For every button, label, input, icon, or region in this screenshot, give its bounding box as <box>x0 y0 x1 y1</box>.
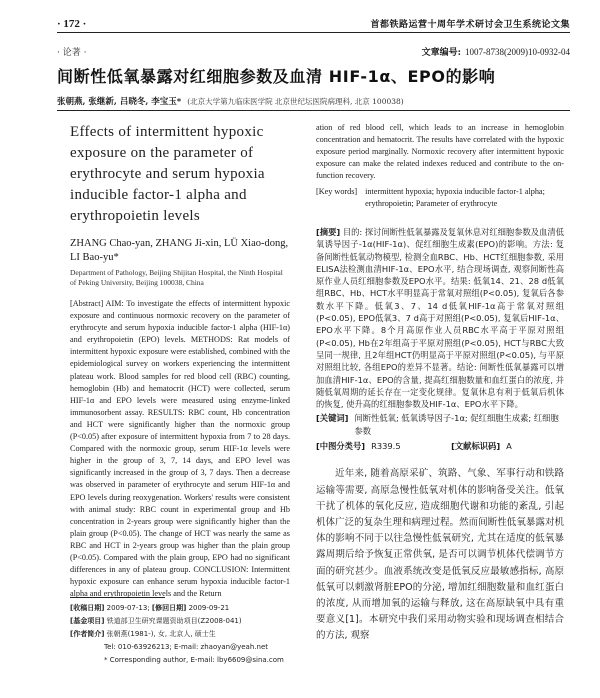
abstract-chinese <box>316 226 564 410</box>
revised-date: 2009-09-21 <box>188 604 230 612</box>
author-bio-value: 张朝燕(1981-), 女, 北京人, 硕士生 <box>106 630 216 638</box>
footnote-rule <box>70 597 165 598</box>
abstract-english <box>70 298 290 600</box>
keywords-english <box>316 186 564 210</box>
revised-label: [修回日期] <box>151 604 187 612</box>
fund-value: 铁道部卫生研究课题资助项目(Z2008-041) <box>106 617 242 625</box>
page-header <box>57 12 570 30</box>
classification-row <box>316 440 564 452</box>
keywords-english-value: intermittent hypoxia; hypoxia inducible factor-1 alpha; erythropoietin; Parameter of erythrocyte <box>365 187 545 208</box>
affiliation-english: Department of Pathology, Beijing Shijitan Hospital, the Ninth Hospital of Peking University, Beijing 100038, China <box>70 268 283 287</box>
author-bio-label: [作者简介] <box>70 630 105 638</box>
keywords-chinese-value: 间断性低氧; 低氧诱导因子-1α; 促红细胞生成素; 红细胞参数 <box>354 413 559 436</box>
header-rule <box>57 32 570 33</box>
abstract-chinese-text: 目的: 探讨间断性低氧暴露及复氧休息对红细胞参数及血清低氧诱导因子-1α(HIF-1α)、促红细胞生成素(EPO)的影响。方法: 复备间断性低氧动物模型, 检测全血RBC、Hb、HCT红细胞参数, 采用ELISA法检测血清HIF-1α、EPO水平, 结合现场调查, 观察间断性高原作业人员红细胞参数及EPO水平。结果: 低氧14、21、28 d低氧组RBC、Hb、HCT水平明显高于常氧对照组(P<0.05), 复氧后各参数水平下降。低氧3、7、14 d低氧HIF-1α高于常氧对照组(P<0.05), EPO低氧3、7 d高于对照组(P<0.05), 复氧后HIF-1α、EPO水平下降。8个月高原作业人员RBC水平高于平原对照组(P<0.05), Hb在2年组高于平原对照组(P<0.05), HCT与RBC大致呈同一规律, 且2年组HCT仍明显高于平原对照组(P<0.05), 与平原对照组比较, 各组EPO的差异不显著。结论: 间断性低氧暴露可以增加血清HIF-1α、EPO的含量, 提高红细胞数量和血红蛋白的浓度, 并随低氧周期的延长存在一定变化规律。复氧休息有利于低氧后机体的恢复, 使升高的红细胞参数及HIF-1α、EPO水平下降。 <box>316 227 564 410</box>
footnote-fund <box>70 615 300 628</box>
affiliation-chinese: (北京大学第九临床医学院 北京世纪坛医院病理科, 北京 100038) <box>187 97 404 106</box>
running-head: 首都铁路运营十周年学术研讨会卫生系统论文集 <box>370 20 570 30</box>
footnote-dates <box>70 602 300 615</box>
received-label: [收稿日期] <box>70 604 105 612</box>
body-text: 近年来, 随着高原采矿、筑路、气象、军事行动和铁路运输等需要, 高原急慢性低氧对机体的影响备受关注。低氧干扰了机体的氧化反应, 造成细胞代谢和功能的紊乱, 引起机体广泛的复杂生理和病理过程。然而间断性低氧暴露对机体的影响不同于以往急慢性低氧研究, 尤其在适度的低氧暴露周期后给予恢复正常供氧, 是否可以调节机体代偿调节方面的研究甚少。血液系统改变是低氧反应最敏感指标, 高原低氧可以刺激肾脏EPO的分泌, 增加红细胞数量和血红蛋白的浓度, 从而增加氧的运输与释放, 这在高原缺氧中具有重要意义[1]。本研究中我们采用动物实验和现场调查相结合的方法, 观察 <box>316 468 564 642</box>
abstract-english-text: AIM: To investigate the effects of intermittent hypoxic exposure and continuous normoxic recovery on the parameter of erythrocyte and serum hypoxia inducible factor-1 alpha (HIF-1α) and erythropoietin (EPO) levels. METHODS: Rat models of intermittent hypoxic exposure were established, combined with the epidemiological survey on workers experiencing the intermittent plateau work. Blood samples for red blood cell (RBC) counting, hemoglobin (Hb) and hematocrit (HCT) were collected, serum HIF-1α and EPO levels were measured using enzyme-linked immunosorbent assay. RESULTS: RBC count, Hb concentration and HCT were significantly higher than the normoxic group (P<0.05) after exposure of intermittent hypoxia from 7 to 28 days. Compared with the normoxic group, serum HIF-1α levels were higher in the group of 3, 7, 14 days, and EPO level was significantly increased in the group of 3, 7 days. Then a decrease was observed in parameter of erythrocyte and serum HIF-1α and EPO levels during reoxygenation. Workers' results were consistent with animal study: RBC count in experimental group and Hb concentration in 2-years group were significantly higher than the plain group (P<0.05). The change of HCT was nearly the same as RBC and HCT in 2-years group was higher than the plain group (P<0.05). Compared with the plain group, EPO had no significant differences in any of plateau group. CONCLUSION: Intermittent hypoxic exposure can enhance serum hypoxia inducible factor-1 alpha and erythropoietin levels and the Return <box>70 299 290 599</box>
title-english: Effects of intermittent hypoxic exposure on the parameter of erythrocyte and serum hypoxia inducible factor-1 alpha and erythropoietin levels <box>70 124 265 224</box>
clc-label: [中图分类号] <box>316 441 366 452</box>
left-column <box>70 122 290 600</box>
article-number-label: 文章编号: <box>421 47 461 58</box>
authors-rule <box>57 110 570 111</box>
keywords-chinese <box>316 412 564 437</box>
title-chinese: 间断性低氧暴露对红细胞参数及血清 HIF-1α、EPO的影响 <box>57 67 496 86</box>
footnote-author <box>70 628 300 641</box>
doc-code-label: [文献标识码] <box>451 441 501 452</box>
page-number: · 172 · <box>57 18 87 30</box>
keywords-chinese-label: [关键词] <box>316 413 349 424</box>
section-tag: · 论著 · <box>57 47 87 58</box>
fund-label: [基金项目] <box>70 617 105 625</box>
footnote-corresponding: * Corresponding author, E-mail: lby6609@sina.com <box>104 656 284 664</box>
right-column <box>316 122 564 645</box>
authors-chinese: 张朝燕, 张继新, 吕晓冬, 李宝玉* <box>57 97 182 107</box>
clc-value: R339.5 <box>371 441 401 452</box>
abstract-english-continuation: ation of red blood cell, which leads to an increase in hemoglobin concentration and hematocrit. The results have correlated with the hypoxic exposure period marginally. Normoxic recovery after intermittent hypoxic exposure can make the related indexes reduced and contribute to the on-function recovery. <box>316 123 564 180</box>
abstract-chinese-label: [摘要] <box>316 227 341 237</box>
meta-row <box>57 44 570 58</box>
footnotes <box>70 602 300 667</box>
abstract-english-label: [Abstract] <box>70 299 104 308</box>
article-number-value: 1007-8738(2009)10-0932-04 <box>465 46 570 57</box>
article-number <box>422 45 570 58</box>
authors-english: ZHANG Chao-yan, ZHANG Ji-xin, LÜ Xiao-dong, LI Bao-yu* <box>70 238 289 263</box>
footnote-contact: Tel: 010-63926213; E-mail: zhaoyan@yeah.net <box>104 643 268 651</box>
authors-row <box>57 95 570 107</box>
received-date: 2009-07-13; <box>106 604 150 612</box>
keywords-english-label: [Key words] <box>316 187 358 196</box>
doc-code-value: A <box>506 441 512 452</box>
